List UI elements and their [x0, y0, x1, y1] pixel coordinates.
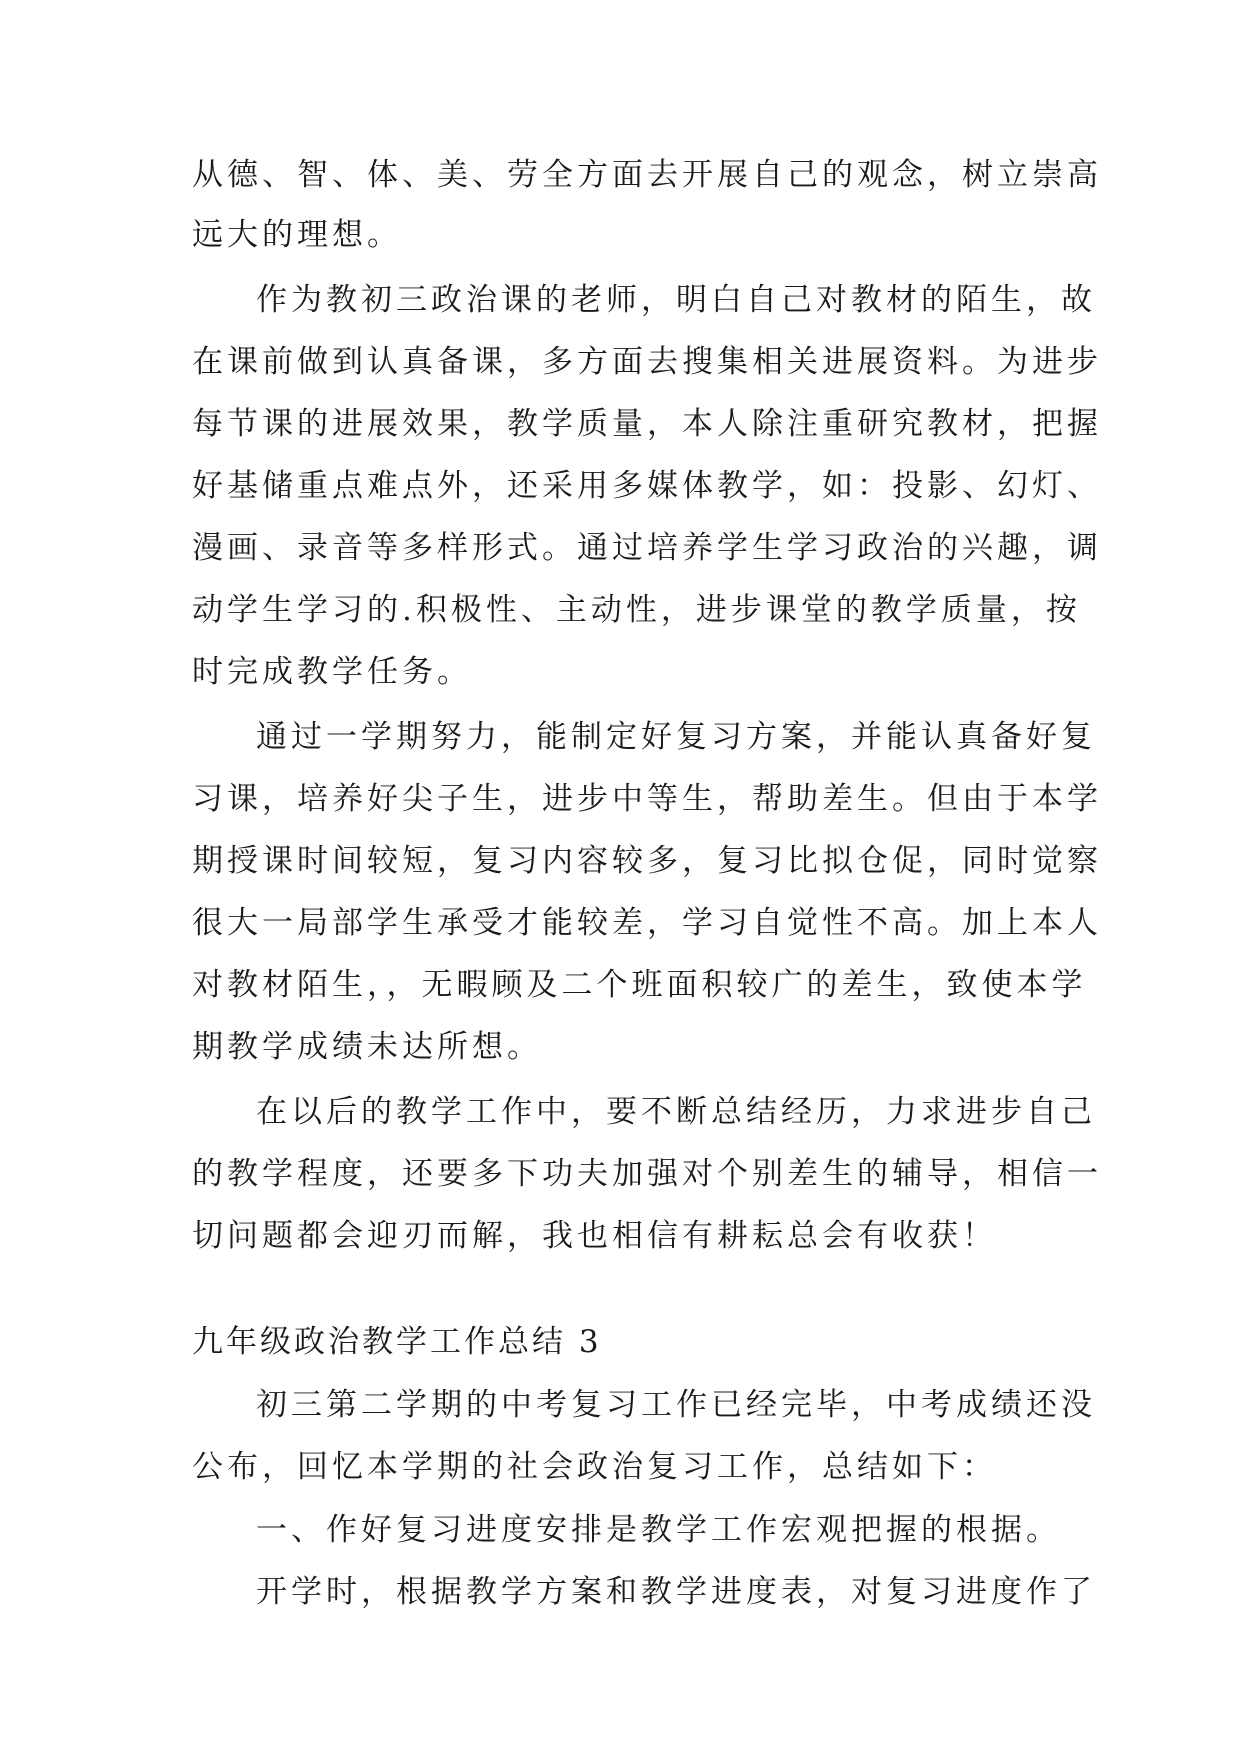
paragraph-line: 在以后的教学工作中，要不断总结经历，力求进步自己 — [256, 1094, 1096, 1130]
paragraph-line: 从德、智、体、美、劳全方面去开展自己的观念，树立崇高 — [192, 157, 1102, 193]
section-heading: 九年级政治教学工作总结 3 — [192, 1324, 602, 1360]
paragraph-line: 的教学程度，还要多下功夫加强对个别差生的辅导，相信一 — [192, 1156, 1102, 1192]
paragraph-line: 初三第二学期的中考复习工作已经完毕，中考成绩还没 — [256, 1387, 1096, 1423]
paragraph-line: 期授课时间较短，复习内容较多，复习比拟仓促，同时觉察 — [192, 843, 1102, 879]
paragraph-line: 每节课的进展效果，教学质量，本人除注重研究教材，把握 — [192, 406, 1102, 442]
paragraph-line: 习课，培养好尖子生，进步中等生，帮助差生。但由于本学 — [192, 781, 1102, 817]
paragraph-line: 作为教初三政治课的老师，明白自己对教材的陌生，故 — [256, 282, 1096, 318]
paragraph-line: 期教学成绩未达所想。 — [192, 1029, 542, 1065]
paragraph-line: 好基储重点难点外，还采用多媒体教学，如：投影、幻灯、 — [192, 468, 1102, 504]
paragraph-line: 切问题都会迎刃而解，我也相信有耕耘总会有收获！ — [192, 1218, 997, 1254]
paragraph-line: 在课前做到认真备课，多方面去搜集相关进展资料。为进步 — [192, 344, 1102, 380]
paragraph-line: 动学生学习的.积极性、主动性，进步课堂的教学质量，按 — [192, 592, 1081, 628]
paragraph-line: 通过一学期努力，能制定好复习方案，并能认真备好复 — [256, 719, 1096, 755]
paragraph-line: 漫画、录音等多样形式。通过培养学生学习政治的兴趣，调 — [192, 530, 1102, 566]
paragraph-line: 公布，回忆本学期的社会政治复习工作，总结如下： — [192, 1449, 997, 1485]
paragraph-line: 对教材陌生，，无暇顾及二个班面积较广的差生，致使本学 — [192, 967, 1087, 1003]
paragraph-line: 一、作好复习进度安排是教学工作宏观把握的根据。 — [256, 1512, 1061, 1548]
paragraph-line: 很大一局部学生承受才能较差，学习自觉性不高。加上本人 — [192, 905, 1102, 941]
paragraph-line: 开学时，根据教学方案和教学进度表，对复习进度作了 — [256, 1574, 1096, 1610]
paragraph-line: 时完成教学任务。 — [192, 654, 472, 690]
paragraph-line: 远大的理想。 — [192, 217, 402, 253]
